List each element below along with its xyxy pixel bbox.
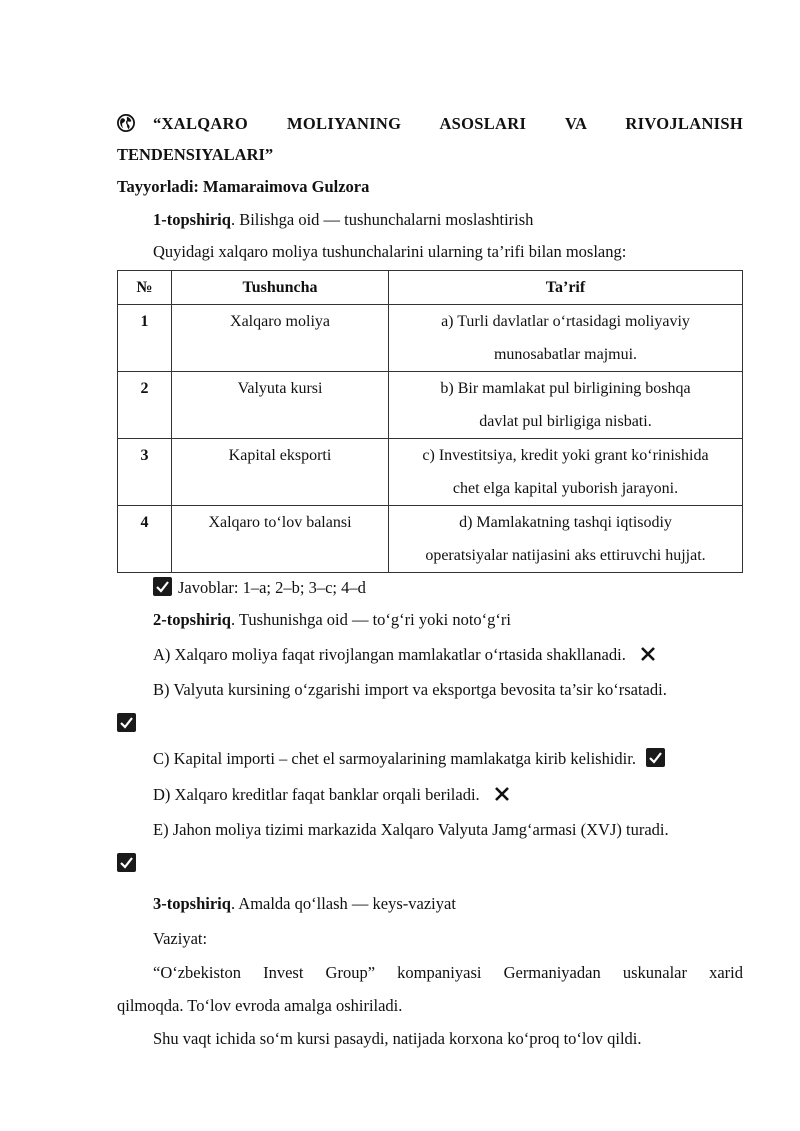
cross-icon [494, 786, 510, 802]
definition-line: a) Turli davlatlar o‘rtasidagi moliyaviy [441, 313, 690, 330]
globe-icon [117, 114, 135, 132]
row-number: 4 [118, 506, 172, 573]
task2-label: 2-topshiriq [153, 610, 231, 629]
situation-para2: Shu vaqt ichida so‘m kursi pasaydi, natijada korxona ko‘proq to‘lov qildi. [153, 1029, 642, 1048]
statement-text: E) Jahon moliya tizimi markazida Xalqaro Valyuta Jamg‘armasi (XVJ) turadi. [153, 820, 669, 839]
task3-label: 3-topshiriq [153, 894, 231, 913]
cross-icon [640, 646, 656, 662]
row-term: Xalqaro moliya [172, 305, 389, 372]
task3-description: . Amalda qo‘llash — keys-vaziyat [230, 894, 456, 913]
table-row [118, 372, 743, 439]
task1-label: 1-topshiriq [153, 210, 231, 229]
document-page [117, 108, 743, 1056]
definition-line: d) Mamlakatning tashqi iqtisodiy [459, 514, 672, 531]
row-number: 3 [118, 439, 172, 506]
header-term: Tushuncha [172, 271, 389, 305]
task2-heading [117, 603, 743, 637]
definition-line: munosabatlar majmui. [493, 346, 638, 363]
document-title-line2: TENDENSIYALARI” [117, 145, 274, 164]
check-icon [153, 577, 172, 596]
header-definition: Ta’rif [389, 271, 743, 305]
row-definition [389, 305, 743, 372]
row-definition [389, 372, 743, 439]
statement-text: B) Valyuta kursining o‘zgarishi import va eksportga bevosita ta’sir ko‘rsatadi. [153, 680, 667, 699]
definition-line: davlat pul birligiga nisbati. [479, 413, 652, 430]
check-icon [646, 748, 665, 767]
definition-line: chet elga kapital yuborish jarayoni. [452, 480, 679, 497]
title-text: “XALQARO MOLIYANING ASOSLARI VA RIVOJLANISH [153, 114, 743, 133]
row-term: Kapital eksporti [172, 439, 389, 506]
statement-e-mark [117, 847, 743, 881]
table-row [118, 439, 743, 506]
task3-heading [117, 886, 743, 922]
situation-para1-line2: qilmoqda. To‘lov evroda amalga oshiriladi. [117, 996, 403, 1015]
statement-text: D) Xalqaro kreditlar faqat banklar orqali beriladi. [153, 785, 480, 804]
statement-e [117, 813, 743, 847]
definition-line: c) Investitsiya, kredit yoki grant ko‘rinishida [422, 447, 709, 464]
task1-answers [117, 573, 743, 603]
header-number: № [118, 271, 172, 305]
table-row [118, 305, 743, 372]
table-row [118, 506, 743, 573]
statement-b-mark [117, 707, 743, 741]
answers-text: Javoblar: 1–a; 2–b; 3–c; 4–d [178, 578, 366, 597]
row-number: 2 [118, 372, 172, 439]
statement-a [117, 637, 743, 673]
row-definition [389, 506, 743, 573]
statement-b [117, 673, 743, 707]
row-definition [389, 439, 743, 506]
author: Tayyorladi: Mamaraimova Gulzora [117, 177, 370, 196]
check-icon [117, 713, 136, 732]
situation-para1-line1: “O‘zbekiston Invest Group” kompaniyasi Germaniyadan uskunalar xarid [153, 963, 743, 982]
statement-text: C) Kapital importi – chet el sarmoyalarining mamlakatga kirib kelishidir. [153, 749, 636, 768]
row-number: 1 [118, 305, 172, 372]
task1-heading [117, 203, 743, 236]
situation-label: Vaziyat: [153, 929, 208, 948]
definition-line: b) Bir mamlakat pul birligining boshqa [440, 380, 691, 397]
task1-description: . Bilishga oid — tushunchalarni moslashtirish [230, 210, 534, 229]
matching-table [117, 270, 743, 573]
task2-description: . Tushunishga oid — to‘g‘ri yoki noto‘g‘ri [230, 610, 511, 629]
task1-instruction: Quyidagi xalqaro moliya tushunchalarini ularning ta’rifi bilan moslang: [153, 242, 627, 261]
statement-text: A) Xalqaro moliya faqat rivojlangan mamlakatlar o‘rtasida shakllanadi. [153, 645, 626, 664]
row-term: Xalqaro to‘lov balansi [172, 506, 389, 573]
table-header-row [118, 271, 743, 305]
statement-d [117, 777, 743, 813]
row-term: Valyuta kursi [172, 372, 389, 439]
statement-c [117, 741, 743, 777]
check-icon [117, 853, 136, 872]
document-title-line1 [117, 108, 743, 139]
definition-line: operatsiyalar natijasini aks ettiruvchi hujjat. [425, 547, 706, 564]
